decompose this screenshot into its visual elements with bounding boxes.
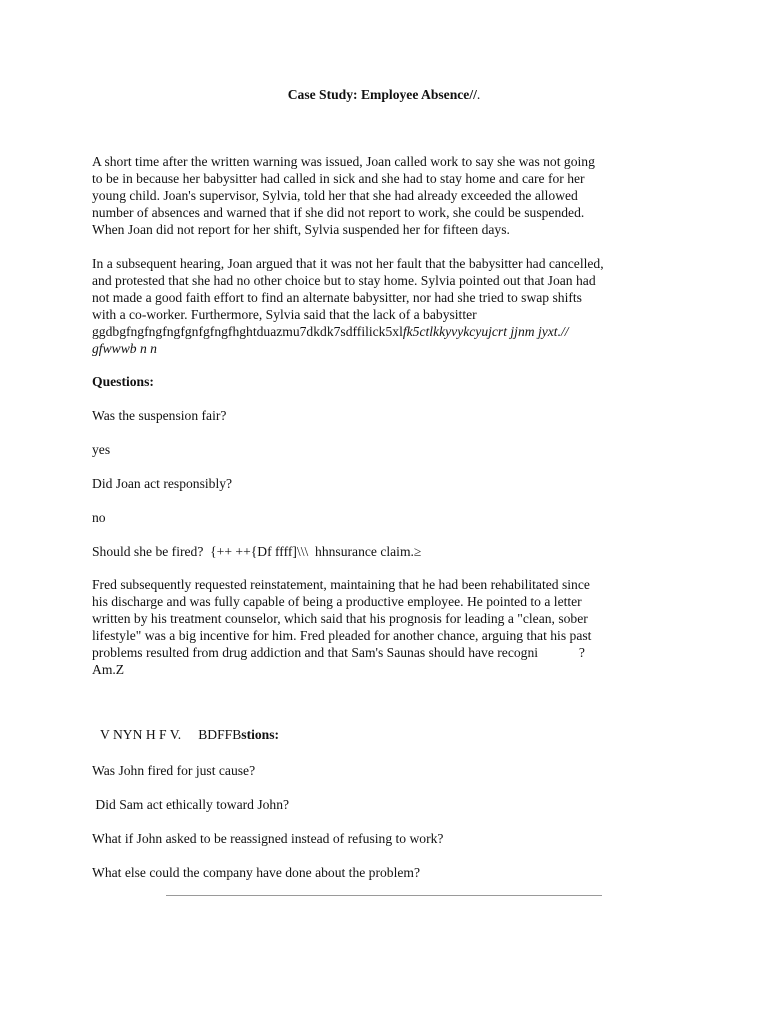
text-line: not made a good faith effort to find an alternate babysitter, nor had she tried to swap shifts bbox=[92, 290, 582, 305]
questions-heading bbox=[92, 373, 682, 390]
text-line: number of absences and warned that if she did not report to work, she could be suspended. bbox=[92, 205, 585, 220]
text-line: A short time after the written warning was issued, Joan called work to say she was not going bbox=[92, 154, 595, 169]
heading-bold-text: stions: bbox=[241, 727, 280, 742]
paragraph-joan-absence bbox=[92, 153, 682, 238]
text-line: problems resulted from drug addiction and that Sam's Saunas should have recogni ? bbox=[92, 645, 585, 660]
answer-2: no bbox=[92, 510, 106, 525]
text-line: to be in because her babysitter had called in sick and she had to stay home and care for her bbox=[92, 171, 585, 186]
garbled-italic-text: fk5ctlkkyvykcyujcrt jjnm jyxt.// bbox=[402, 324, 569, 339]
horizontal-rule bbox=[166, 895, 602, 896]
garbled-heading-text: V NYN H F V. BDFFB bbox=[100, 727, 242, 742]
text-line: young child. Joan's supervisor, Sylvia, told her that she had already exceeded the allowed bbox=[92, 188, 578, 203]
text-line: In a subsequent hearing, Joan argued that it was not her fault that the babysitter had cancelled, bbox=[92, 256, 604, 271]
question-4: Was John fired for just cause? bbox=[92, 763, 256, 778]
answer-1: yes bbox=[92, 442, 111, 457]
question-1: Was the suspension fair? bbox=[92, 408, 227, 423]
garbled-text: ggdbgfngfngfngfgnfgfngfhghtduazmu7dkdk7sdffilick5xl bbox=[92, 324, 403, 339]
text-line: Fred subsequently requested reinstatement, maintaining that he had been rehabilitated since bbox=[92, 577, 590, 592]
text-line bbox=[92, 323, 682, 340]
text-line: lifestyle" was a big incentive for him. Fred pleaded for another chance, arguing that his past bbox=[92, 628, 592, 643]
garbled-italic-line: gfwwwb n n bbox=[92, 341, 157, 356]
title-tail: . bbox=[476, 87, 481, 102]
title-main: Case Study: Employee Absence// bbox=[287, 87, 477, 102]
text-line: When Joan did not report for her shift, Sylvia suspended her for fifteen days. bbox=[92, 222, 510, 237]
question-7: What else could the company have done about the problem? bbox=[92, 865, 421, 880]
question-6: What if John asked to be reassigned instead of refusing to work? bbox=[92, 831, 444, 846]
question-3: Should she be fired? {++ ++{Df ffff]\\\ hhnsurance claim.≥ bbox=[92, 544, 422, 559]
questions-heading-text: Questions: bbox=[92, 374, 154, 389]
question-5: Did Sam act ethically toward John? bbox=[92, 797, 290, 812]
paragraph-hearing bbox=[92, 255, 682, 357]
text-line: with a co-worker. Furthermore, Sylvia said that the lack of a babysitter bbox=[92, 307, 477, 322]
questions-heading-2 bbox=[100, 726, 279, 743]
page-title bbox=[0, 86, 768, 103]
question-2: Did Joan act responsibly? bbox=[92, 476, 233, 491]
text-line: and protested that she had no other choice but to stay home. Sylvia pointed out that Joan had bbox=[92, 273, 596, 288]
text-line: Am.Z bbox=[92, 662, 125, 677]
text-line: his discharge and was fully capable of being a productive employee. He pointed to a letter bbox=[92, 594, 582, 609]
paragraph-fred-reinstatement bbox=[92, 576, 682, 678]
text-line: written by his treatment counselor, which said that his prognosis for leading a "clean, sober bbox=[92, 611, 588, 626]
